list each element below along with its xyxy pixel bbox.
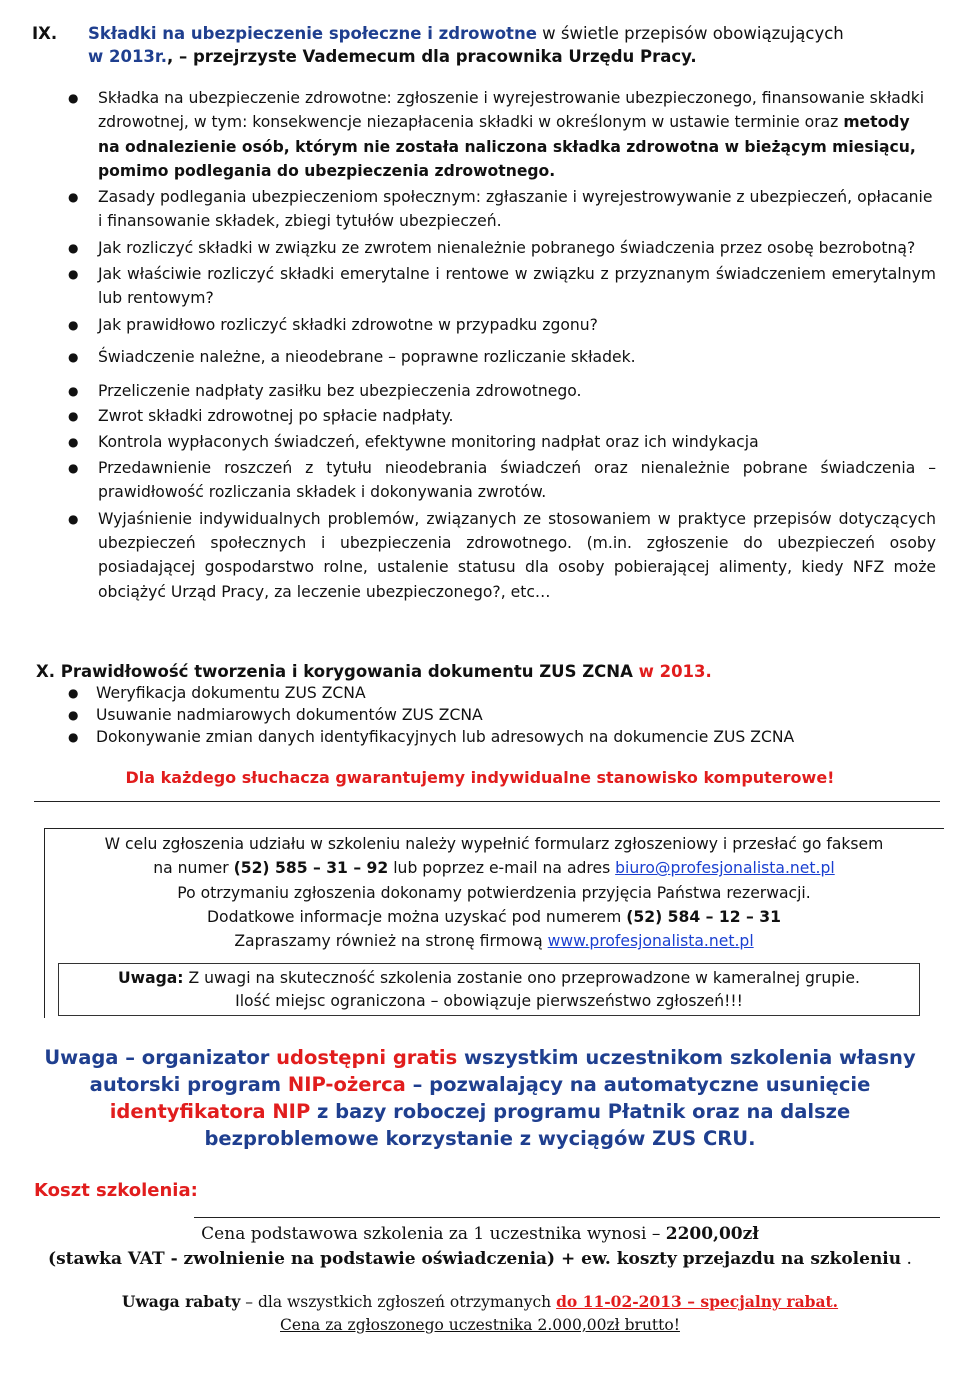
promo-highlight-program: NIP-ożerca <box>287 1073 406 1096</box>
email-link[interactable]: biuro@profesjonalista.net.pl <box>615 859 835 878</box>
bullet-icon: ● <box>68 91 79 105</box>
bullet-icon: ● <box>68 349 79 364</box>
section-10-heading <box>36 660 712 684</box>
list-item <box>32 313 936 337</box>
promo-highlight-nip: identyfikatora NIP <box>109 1100 311 1123</box>
section-9-title-rest: w świetle przepisów obowiązujących <box>536 24 844 43</box>
section-9-list <box>32 86 936 604</box>
list-item-text: Przedawnienie roszczeń z tytułu nieodebrania świadczeń oraz nienależnie pobrane świadczenia – prawidłowość rozliczania składek i dokonywania zwrotów. <box>98 459 936 502</box>
bullet-icon: ● <box>68 267 79 282</box>
section-9-year: w 2013r. <box>88 47 167 66</box>
list-item-text: Kontrola wypłaconych świadczeń, efektywne monitoring nadpłat oraz ich windykacja <box>98 432 759 451</box>
list-item-text: Wyjaśnienie indywidualnych problemów, związanych ze stosowaniem w praktyce przepisów dotyczących ubezpieczeń społecznych i ubezpieczenia zdrowotnego. (m.in. zgłoszenie do ubezpieczeń osoby posiadającej gospodarstwo rolne, ustalenie statusu dla osoby pobierającej alimenty, kiedy NFZ może obciążyć Urząd Pracy, za leczenie ubezpieczonego?, etc… <box>98 509 936 601</box>
cost-heading: Koszt szkolenia: <box>34 1180 198 1201</box>
registration-info <box>44 832 944 958</box>
group-size-warning <box>58 963 920 1016</box>
price-line-1 <box>0 1222 960 1247</box>
list-item <box>32 705 932 727</box>
promo-notice <box>40 1044 920 1152</box>
list-item-text: Zwrot składki zdrowotnej po spłacie nadpłaty. <box>98 406 454 425</box>
phone-prefix: Dodatkowe informacje można uzyskać pod numerem <box>207 907 627 926</box>
box-border-top <box>44 828 944 829</box>
registration-line-3: Po otrzymaniu zgłoszenia dokonamy potwierdzenia przyjęcia Państwa rezerwacji. <box>177 883 811 902</box>
price-text: Cena podstawowa szkolenia za 1 uczestnika wynosi – <box>201 1224 666 1244</box>
bullet-icon: ● <box>68 686 79 700</box>
workstation-guarantee: Dla każdego słuchacza gwarantujemy indywidualne stanowisko komputerowe! <box>125 768 835 787</box>
promo-text: Uwaga – organizator <box>44 1046 277 1069</box>
list-item <box>32 345 936 369</box>
fax-prefix: na numer <box>153 859 234 878</box>
fax-number: (52) 585 – 31 – 92 <box>233 859 389 878</box>
bullet-icon: ● <box>68 511 79 526</box>
list-item <box>32 86 936 183</box>
list-item-text: Świadczenie należne, a nieodebrane – poprawne rozliczanie składek. <box>98 347 636 366</box>
discount-text: – dla wszystkich zgłoszeń otrzymanych <box>240 1293 557 1311</box>
price-info <box>0 1222 960 1272</box>
discount-deadline: do 11-02-2013 – specjalny rabat. <box>556 1292 839 1311</box>
list-item-text: Jak rozliczyć składki w związku ze zwrotem nienależnie pobranego świadczenia przez osobę bezrobotną? <box>98 238 916 257</box>
registration-line-4 <box>44 905 944 929</box>
section-9-heading <box>32 22 942 68</box>
phone-number: (52) 584 – 12 – 31 <box>626 907 781 926</box>
section-10-title: X. Prawidłowość tworzenia i korygowania dokumentu ZUS ZCNA <box>36 662 639 681</box>
list-item-text: Weryfikacja dokumentu ZUS ZCNA <box>96 684 366 702</box>
registration-line-2 <box>44 856 944 880</box>
discount-line-1 <box>0 1290 960 1314</box>
list-item <box>32 430 936 454</box>
list-item <box>32 683 932 705</box>
promo-highlight-gratis: udostępni gratis <box>276 1046 458 1069</box>
divider <box>194 1217 940 1218</box>
bullet-icon: ● <box>68 317 79 332</box>
section-9-number: IX. <box>32 24 58 43</box>
list-item-text: Usuwanie nadmiarowych dokumentów ZUS ZCNA <box>96 705 483 724</box>
list-item <box>32 262 936 311</box>
list-item-text: Jak prawidłowo rozliczyć składki zdrowotne w przypadku zgonu? <box>98 315 598 334</box>
price-line-2 <box>0 1247 960 1272</box>
list-item-text: Dokonywanie zmian danych identyfikacyjnych lub adresowych na dokumencie ZUS ZCNA <box>96 727 795 746</box>
warning-label: Uwaga: <box>118 969 184 987</box>
section-10-list <box>32 683 932 748</box>
bullet-icon: ● <box>68 384 79 399</box>
website-prefix: Zapraszamy również na stronę firmową <box>234 932 548 951</box>
discount-info <box>0 1290 960 1337</box>
bullet-icon: ● <box>68 190 79 205</box>
list-item <box>32 379 936 403</box>
vat-note-end: . <box>901 1249 912 1269</box>
promo-text: z bazy roboczej programu Płatnik oraz na dalsze bezproblemowe korzystanie z wyciągów ZUS CRU. <box>204 1100 851 1150</box>
list-item <box>32 236 936 260</box>
registration-line-1: W celu zgłoszenia udziału w szkoleniu należy wypełnić formularz zgłoszeniowy i przesłać go faksem <box>104 835 884 853</box>
bullet-icon: ● <box>68 240 79 255</box>
discount-label: Uwaga rabaty <box>121 1292 241 1311</box>
list-item <box>32 456 936 505</box>
section-9-title: Składki na ubezpieczenie społeczne i zdrowotne <box>88 24 537 43</box>
list-item <box>32 507 936 604</box>
bullet-icon: ● <box>68 408 79 423</box>
list-item-text: Zasady podlegania ubezpieczeniom społecznym: zgłaszanie i wyrejestrowywanie z ubezpieczeń, opłacanie i finansowanie składek, zbiegi tytułów ubezpieczeń. <box>98 188 933 231</box>
section-9-subtitle: , – przejrzyste Vademecum dla pracownika Urzędu Pracy. <box>166 47 697 66</box>
discount-line-2: Cena za zgłoszonego uczestnika 2.000,00zł brutto! <box>280 1316 680 1334</box>
divider <box>34 801 940 802</box>
bullet-icon: ● <box>68 461 79 476</box>
registration-line-5 <box>44 929 944 953</box>
bullet-icon: ● <box>68 707 79 722</box>
warning-line-2: Ilość miejsc ograniczona – obowiązuje pierwszeństwo zgłoszeń!!! <box>235 992 743 1010</box>
list-item <box>32 404 936 428</box>
promo-text: wszystkim uczestnikom szkolenia własny autorski program <box>89 1046 916 1096</box>
price-amount: 2200,00zł <box>665 1224 759 1244</box>
bullet-icon: ● <box>68 434 79 449</box>
list-item-text: Przeliczenie nadpłaty zasiłku bez ubezpieczenia zdrowotnego. <box>98 382 582 401</box>
list-item <box>32 185 936 234</box>
warning-line-1: Z uwagi na skuteczność szkolenia zostanie ono przeprowadzone w kameralnej grupie. <box>183 969 860 987</box>
list-item-text: Składka na ubezpieczenie zdrowotne: zgłoszenie i wyrejestrowanie ubezpieczonego, finansowanie składki zdrowotnej, w tym: konsekwencje niezapłacenia składki w określonym w ustawie terminie oraz <box>98 89 925 132</box>
promo-text: – pozwalający na automatyczne usunięcie <box>405 1073 871 1096</box>
bullet-icon: ● <box>68 729 79 744</box>
list-item-emphasis: metody na odnalezienie osób, którym nie została naliczona składka zdrowotna w bieżącym miesiącu, pomimo podlegania do ubezpieczenia zdrowotnego. <box>98 113 916 180</box>
vat-note: (stawka VAT - zwolnienie na podstawie oświadczenia) + ew. koszty przejazdu na szkoleniu <box>48 1249 902 1269</box>
website-link[interactable]: www.profesjonalista.net.pl <box>547 932 754 951</box>
section-10-year: w 2013. <box>638 662 712 681</box>
list-item-text: Jak właściwie rozliczyć składki emerytalne i rentowe w związku z przyznanym świadczeniem emerytalnym lub rentowym? <box>98 265 936 308</box>
list-item <box>32 727 932 749</box>
email-prefix: lub poprzez e-mail na adres <box>388 859 616 878</box>
